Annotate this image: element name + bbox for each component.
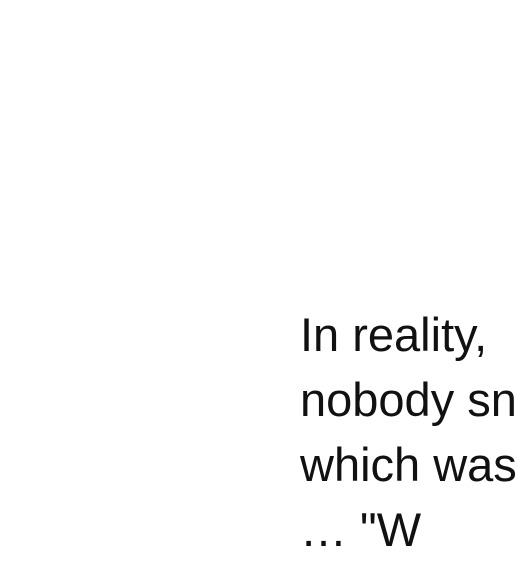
text-line-4: … "W [300,503,422,556]
text-line-1: In reality, [300,308,488,361]
text-line-2: nobody sn [300,373,517,426]
text-line-3: which was [300,438,517,491]
text-block [300,302,517,562]
